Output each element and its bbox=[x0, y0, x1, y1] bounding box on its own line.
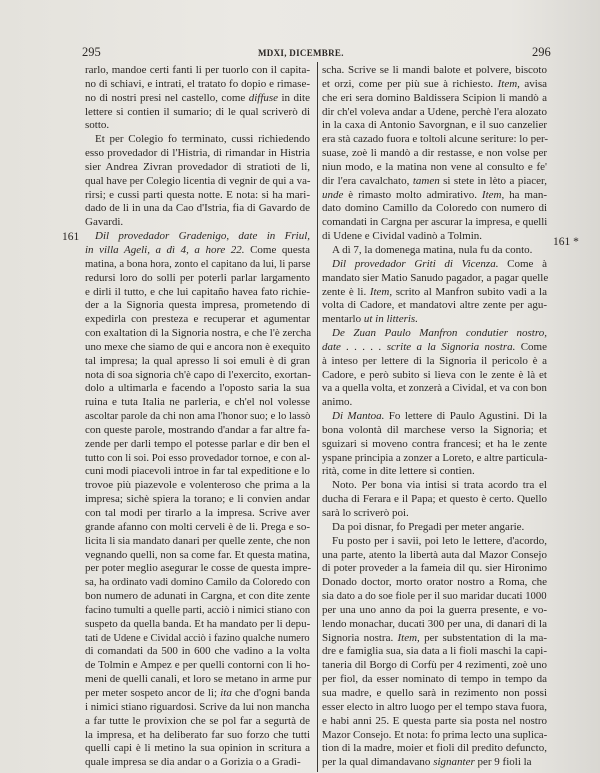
text-segment: è rimasto molto admirativo. bbox=[343, 188, 482, 201]
text-line bbox=[322, 645, 547, 659]
text-segment: i nimici stiano riguardosi. Scrive da lui non mancha bbox=[85, 700, 310, 713]
text-segment: scrito al Manfron subito vadi a la bbox=[392, 285, 547, 298]
text-line bbox=[85, 258, 310, 272]
text-segment: facino tumulti a quelle parti, acciò i nimici stiano con bbox=[85, 603, 311, 616]
text-line bbox=[322, 673, 547, 687]
text-line bbox=[85, 272, 310, 286]
text-segment: Donado doctor, morto orator nostro a Roma, che bbox=[322, 576, 547, 589]
text-segment: zente è li. bbox=[322, 285, 370, 298]
text-segment: va a quella volta, et zonzerà a Cividal, et va con bon bbox=[322, 382, 547, 395]
text-segment: sier Andrea Zivran provedador di stratioti de li, bbox=[85, 160, 310, 173]
text-line bbox=[85, 465, 310, 479]
text-segment: suspeto da quella banda. Et ha mandato per li depu- bbox=[85, 617, 311, 630]
text-segment: ducha di Ferara e il Papa; et questo è certo. Quello bbox=[322, 493, 547, 506]
text-line bbox=[322, 78, 547, 92]
text-line bbox=[322, 341, 547, 355]
text-segment: che eri sera domino Baldissera Scipion li mandò a bbox=[322, 91, 547, 104]
text-segment: trovoe più piazevole e volenteroso che prima a la bbox=[85, 479, 310, 492]
text-line bbox=[322, 549, 547, 563]
text-segment: sa, ha ordinato vadi domino Camilo da Coloredo con bbox=[85, 576, 311, 589]
text-line bbox=[85, 216, 310, 230]
text-segment: Mazor Consejo. Et nota: fo prima lecto una suplica- bbox=[322, 728, 548, 741]
text-segment: era stà cazado fuora e toltoli alcune seriture: lo per- bbox=[322, 133, 549, 146]
text-segment: per substentation di la ma- bbox=[419, 631, 547, 644]
text-segment: taneria dil Borgo di Corfù per 4 rezimenti, zoè uno bbox=[322, 659, 547, 672]
text-line bbox=[322, 715, 547, 729]
text-line bbox=[85, 535, 310, 549]
italic-text-segment: De Zuan Paulo Manfron condutier nostro, bbox=[332, 327, 547, 340]
italic-text-segment: Dil provedador Gradenigo, date in Friul, bbox=[95, 230, 310, 243]
text-segment: in dite bbox=[278, 91, 310, 104]
text-line bbox=[85, 742, 310, 756]
text-line bbox=[322, 161, 547, 175]
text-line bbox=[322, 64, 547, 78]
text-line bbox=[85, 659, 310, 673]
italic-text-segment: date . . . . . scrite a la Signoria nostra. bbox=[322, 340, 516, 353]
text-line bbox=[322, 410, 547, 424]
text-line bbox=[85, 78, 310, 92]
text-line bbox=[85, 715, 310, 729]
text-line bbox=[85, 632, 310, 646]
text-segment: Signoria nostra. bbox=[322, 631, 398, 644]
text-line bbox=[85, 479, 310, 493]
text-line bbox=[322, 562, 547, 576]
italic-text-segment: ita bbox=[220, 686, 232, 699]
text-line bbox=[322, 189, 547, 203]
text-line bbox=[322, 286, 547, 300]
text-segment: per poter meglio asegurar le cosse de questa impre- bbox=[85, 562, 312, 575]
text-line bbox=[322, 230, 547, 244]
text-line bbox=[322, 632, 547, 646]
text-segment: che d'ogni banda bbox=[231, 686, 310, 699]
italic-text-segment: unde bbox=[322, 188, 344, 201]
text-line bbox=[85, 382, 310, 396]
text-line bbox=[322, 313, 547, 327]
text-segment: Et per Colegio fo terminato, cussi richiedendo bbox=[95, 133, 310, 146]
text-line bbox=[85, 410, 310, 424]
text-line bbox=[322, 618, 547, 632]
text-segment: nota di soa signoria ch'è capo di l'exercito, exortan- bbox=[85, 368, 312, 381]
text-segment: per fiol, da esser nominato di tempo in tempo da bbox=[322, 673, 547, 686]
text-line bbox=[322, 106, 547, 120]
text-segment: per una uno anno da poi la guerra presente, e vo- bbox=[322, 603, 547, 616]
left-page-number: 295 bbox=[82, 45, 101, 59]
text-line bbox=[85, 202, 310, 216]
text-line bbox=[85, 645, 310, 659]
text-line bbox=[322, 438, 547, 452]
text-segment: per 9 fioli la bbox=[474, 756, 532, 769]
text-segment: bon numero de adunati in Cargna, et con dite zente bbox=[85, 590, 310, 603]
text-segment: di comandati da 500 in 600 che vadino a la volta bbox=[85, 645, 310, 658]
text-line bbox=[85, 549, 310, 563]
text-segment: qual have per Colegio licentia di vegnir de qui a va- bbox=[85, 174, 311, 187]
text-line bbox=[85, 521, 310, 535]
text-segment: meni de quelli canali, et loro se metano in arme pur bbox=[85, 673, 312, 686]
text-line bbox=[322, 576, 547, 590]
text-line bbox=[322, 175, 547, 189]
text-segment: per la qual dimandavano bbox=[322, 756, 434, 769]
text-line bbox=[85, 424, 310, 438]
text-segment: Noto. Per bona via intisi si trata acordo tra el bbox=[332, 479, 547, 492]
text-segment: scha. Scrive se li mandi balote et polvere, biscoto bbox=[322, 64, 547, 76]
italic-text-segment: Di Mantoa. bbox=[332, 410, 385, 423]
text-line bbox=[85, 673, 310, 687]
text-line bbox=[322, 493, 547, 507]
text-segment: ha man- bbox=[504, 188, 548, 201]
text-segment: rarlo, mandoe certi fanti li per tuorlo con il capita- bbox=[85, 64, 310, 76]
text-line bbox=[322, 272, 547, 286]
text-line bbox=[85, 729, 310, 743]
text-line bbox=[322, 244, 547, 258]
text-line bbox=[85, 452, 310, 466]
text-segment: Cadore, e però subito si lieva con le zente è là et bbox=[322, 368, 547, 381]
text-line bbox=[85, 327, 310, 341]
text-segment: bona volontà dil marchese verso la Signoria; et bbox=[322, 423, 547, 436]
text-segment: de Tolmin e Ampez e per quelli contorni con li ho- bbox=[85, 659, 310, 672]
running-title: MDXI, DICEMBRE. bbox=[258, 48, 344, 58]
text-line bbox=[85, 119, 310, 133]
text-line bbox=[85, 299, 310, 313]
text-segment: tion di la madre, moier et fioli dil predito defuncto, bbox=[322, 742, 547, 755]
text-segment: expedirla con presteza e recuperar et agumentar bbox=[85, 313, 310, 326]
text-line bbox=[85, 106, 310, 120]
text-line bbox=[85, 604, 310, 618]
text-segment: Come à bbox=[498, 257, 547, 270]
text-line bbox=[322, 216, 547, 230]
text-line bbox=[322, 604, 547, 618]
text-line bbox=[322, 369, 547, 383]
text-line bbox=[322, 742, 547, 756]
text-segment: zende per darli tempo el potesse parlar e dir ben el bbox=[85, 437, 310, 450]
text-segment: licita li sia mandato danari per quelle zente, che non bbox=[85, 534, 311, 547]
text-segment: esso provedador di l'Histria, di rimandar in Histria bbox=[85, 147, 310, 160]
text-line bbox=[322, 701, 547, 715]
text-line bbox=[322, 396, 547, 410]
text-segment: mentarlo bbox=[322, 313, 364, 326]
italic-text-segment: Item, bbox=[497, 77, 520, 90]
text-segment: matina, a bona hora, zonto el capitano da lui, li parse bbox=[85, 257, 311, 270]
text-segment: no di schiavi, e intrati, el tratato fo dopio e rimase- bbox=[85, 77, 310, 90]
right-text-column bbox=[322, 64, 547, 770]
text-segment: yspane principia a zonzer a Loreto, e altre particula- bbox=[322, 451, 548, 464]
text-segment: sguizari si moveno contra francesi; et ha le zente bbox=[322, 437, 547, 450]
text-line bbox=[322, 687, 547, 701]
left-text-column bbox=[85, 64, 310, 770]
margin-note-left: 161 bbox=[62, 231, 80, 243]
text-segment: con tal modi per tirarlo a la impresa. Scrive aver bbox=[85, 507, 310, 519]
text-line bbox=[322, 479, 547, 493]
text-line bbox=[85, 147, 310, 161]
text-line bbox=[85, 92, 310, 106]
text-segment: sua madre, e quello sarà in rezimento non possi bbox=[322, 686, 547, 699]
text-segment: dir ch'el voleva andar a Udene, perchè l'era alozato bbox=[322, 105, 547, 118]
italic-text-segment: ut in litteris. bbox=[363, 313, 418, 326]
text-segment: si stete in lèto a piacer, bbox=[439, 174, 547, 187]
text-segment: Gavardi. bbox=[85, 216, 124, 229]
text-line bbox=[322, 299, 547, 313]
italic-text-segment: tamen bbox=[412, 174, 440, 187]
text-line bbox=[85, 341, 310, 355]
text-segment: esser electo in altro luogo per el tempo stava fuora, bbox=[322, 700, 547, 713]
text-line bbox=[322, 202, 547, 216]
text-line bbox=[85, 687, 310, 701]
text-segment: no di nostri presi nel castello, come bbox=[85, 91, 249, 104]
text-segment: avisa bbox=[519, 77, 547, 90]
text-segment: A dì 7, la domenega matina, nula fu da conto. bbox=[332, 243, 533, 256]
text-segment: dre e famiglia sua, sia data a li fioli maschi la capi- bbox=[322, 645, 547, 658]
text-segment: dado de li in una da Cao d'Istria, fia di Gavardo de bbox=[85, 202, 310, 215]
text-segment: redursi loro do solli per poterli parlar largamento bbox=[85, 271, 310, 284]
text-segment: dolo a ultimarla e facendo a l'oposto saria la sua bbox=[85, 382, 310, 395]
text-segment: ascoltar parole da chi non ama l'honor suo; e lo lassò bbox=[85, 410, 311, 423]
text-segment: e dirli il tutto, e che lui capitaño havea fato richie- bbox=[85, 285, 310, 298]
text-line bbox=[85, 230, 310, 244]
text-line bbox=[322, 535, 547, 549]
text-line bbox=[322, 756, 547, 770]
text-line bbox=[85, 286, 310, 300]
italic-text-segment: diffuse bbox=[248, 91, 279, 104]
text-line bbox=[322, 92, 547, 106]
margin-note-right: 161 * bbox=[553, 236, 579, 248]
italic-text-segment: Item, bbox=[397, 631, 420, 644]
text-segment: grande afanno con molti cerveli è de li. Prega e so- bbox=[85, 520, 310, 533]
text-segment: in la caxa di Antonio Savorgnan, e il suo canzelier bbox=[322, 119, 547, 132]
text-segment: quelli capi è li metino la sua opinion in scritura a bbox=[85, 742, 310, 755]
text-segment: tal impresa; la qual apresso li soi emuli è di gran bbox=[85, 354, 310, 367]
text-segment: una parte, atento la libertà auta dal Mazor Consejo bbox=[322, 548, 547, 561]
text-segment: sarà lo scriverò poi. bbox=[322, 507, 409, 519]
text-line bbox=[322, 521, 547, 535]
text-line bbox=[85, 313, 310, 327]
text-line bbox=[85, 244, 310, 258]
text-line bbox=[322, 119, 547, 133]
text-line bbox=[322, 729, 547, 743]
text-line bbox=[322, 507, 547, 521]
text-line bbox=[85, 562, 310, 576]
text-line bbox=[85, 756, 310, 770]
text-line bbox=[85, 355, 310, 369]
text-segment: der a la Signoria questa impresa, prometendo di bbox=[85, 299, 310, 312]
text-segment: suase, zoè li mandò a dir restasse, e non volse per bbox=[322, 147, 547, 160]
italic-text-segment: Item, bbox=[481, 188, 505, 201]
text-line bbox=[85, 438, 310, 452]
text-segment: lettere si contien il sumario; di le qual scriverò di bbox=[85, 105, 310, 118]
text-segment: comandati in Cargna per ascurar la impresa, e quelli bbox=[322, 216, 548, 229]
text-segment: e habi anni 25. E questa parte sia posta nel nostro bbox=[322, 714, 547, 727]
text-segment: quale impresa se dia andar o a Gorizia o a Gradi- bbox=[85, 756, 301, 769]
text-segment: Da poi disnar, fo Pregadi per meter angarie. bbox=[332, 520, 525, 533]
text-segment: sia dato a do soe fiole per il suo maridar ducati 1000 bbox=[322, 590, 547, 603]
text-segment: lendo monachar, ducati 300 per una, di danari di la bbox=[322, 617, 547, 630]
text-segment: di Udene e Cividal vadinò a Tolmin. bbox=[322, 230, 483, 243]
text-segment: dato domino Camillo da Coloredo con numero di bbox=[322, 202, 547, 215]
text-line bbox=[85, 493, 310, 507]
text-segment: vegnando quelli, non sa come far. Et questa matina, bbox=[85, 548, 310, 561]
text-segment: Fu posto per i savii, poi leto le lettere, d'acordo, bbox=[332, 534, 547, 547]
right-page-number: 296 bbox=[532, 45, 551, 59]
text-segment: mandato sier Matio Sanudo pagador, a pagar quelle bbox=[322, 271, 549, 284]
text-segment: et orzi, come per più sue à richiesto. bbox=[322, 77, 498, 90]
text-segment: niun modo, e la matina non vene al consulto e fe' bbox=[322, 160, 547, 173]
text-line bbox=[322, 382, 547, 396]
text-line bbox=[85, 507, 310, 521]
text-segment: per meter sospeto ancor de li; bbox=[85, 686, 221, 699]
text-line bbox=[322, 355, 547, 369]
text-segment: Fo lettere di Paulo Agustini. Di la bbox=[384, 410, 547, 423]
text-line bbox=[322, 424, 547, 438]
text-segment: rità, come in dite lettere si contien. bbox=[322, 465, 475, 478]
text-line bbox=[322, 258, 547, 272]
text-segment: animo. bbox=[322, 396, 353, 409]
text-segment: a far tutte le provixion che se pol far a segurtà de bbox=[85, 714, 310, 727]
text-line bbox=[85, 369, 310, 383]
text-line bbox=[85, 133, 310, 147]
text-line bbox=[85, 175, 310, 189]
text-line bbox=[85, 590, 310, 604]
italic-text-segment: in villa Ageli, a dì 4, a hore 22. bbox=[85, 243, 245, 256]
text-line bbox=[322, 452, 547, 466]
text-line bbox=[85, 576, 310, 590]
text-segment: tutto con li soi. Poi esso provedador tornoe, e con al- bbox=[85, 451, 311, 464]
text-line bbox=[322, 659, 547, 673]
text-segment: cuni modi piacevoli introe in far tal expeditione e lo bbox=[85, 465, 310, 478]
text-line bbox=[322, 133, 547, 147]
column-divider bbox=[317, 62, 318, 772]
text-line bbox=[322, 590, 547, 604]
italic-text-segment: signanter bbox=[433, 756, 475, 769]
text-segment: con queste parole, mostrando d'andar a far altre fa- bbox=[85, 423, 310, 436]
text-line bbox=[85, 396, 310, 410]
text-segment: impresa; sichè spiera la torano; e li convien andar bbox=[85, 493, 310, 506]
text-segment: volta di Cadore, et mandatovi altre zente per agu- bbox=[322, 299, 547, 312]
text-line bbox=[85, 161, 310, 175]
italic-text-segment: Dil provedador Griti di Vicenza. bbox=[332, 257, 499, 270]
text-segment: ruina e tuta Italia ne parleria, e ch'el nol volesse bbox=[85, 396, 310, 409]
text-line bbox=[322, 147, 547, 161]
text-segment: rirsi; e cussi parti questa notte. E nota: si ha mari- bbox=[85, 188, 310, 201]
text-segment: di poter proveder a la fameia dil qu. sier Hironimo bbox=[322, 562, 547, 575]
italic-text-segment: Item, bbox=[369, 285, 393, 298]
text-segment: con exaltation di la Signoria nostra, e che l'è zercha bbox=[85, 327, 312, 340]
text-segment: sotto. bbox=[85, 119, 110, 132]
text-line bbox=[322, 327, 547, 341]
text-line bbox=[85, 64, 310, 78]
text-segment: Come questa bbox=[244, 243, 310, 256]
text-line bbox=[85, 701, 310, 715]
text-line bbox=[85, 618, 310, 632]
text-segment: la impresa, et ha deliberato far suo forzo che tutti bbox=[85, 728, 310, 741]
text-segment: à inteso per lettere di la Signoria il pericolo è a bbox=[322, 354, 547, 367]
text-segment: Come bbox=[515, 340, 547, 353]
text-line bbox=[322, 465, 547, 479]
text-segment: uno mexe che siamo de qui e ancora non è exequito bbox=[85, 340, 311, 353]
text-line bbox=[85, 189, 310, 203]
text-segment: dir l'era cavalchato, bbox=[322, 174, 413, 187]
text-segment: tati de Udene e Cividal acciò i fazino qualche numero bbox=[85, 631, 310, 644]
